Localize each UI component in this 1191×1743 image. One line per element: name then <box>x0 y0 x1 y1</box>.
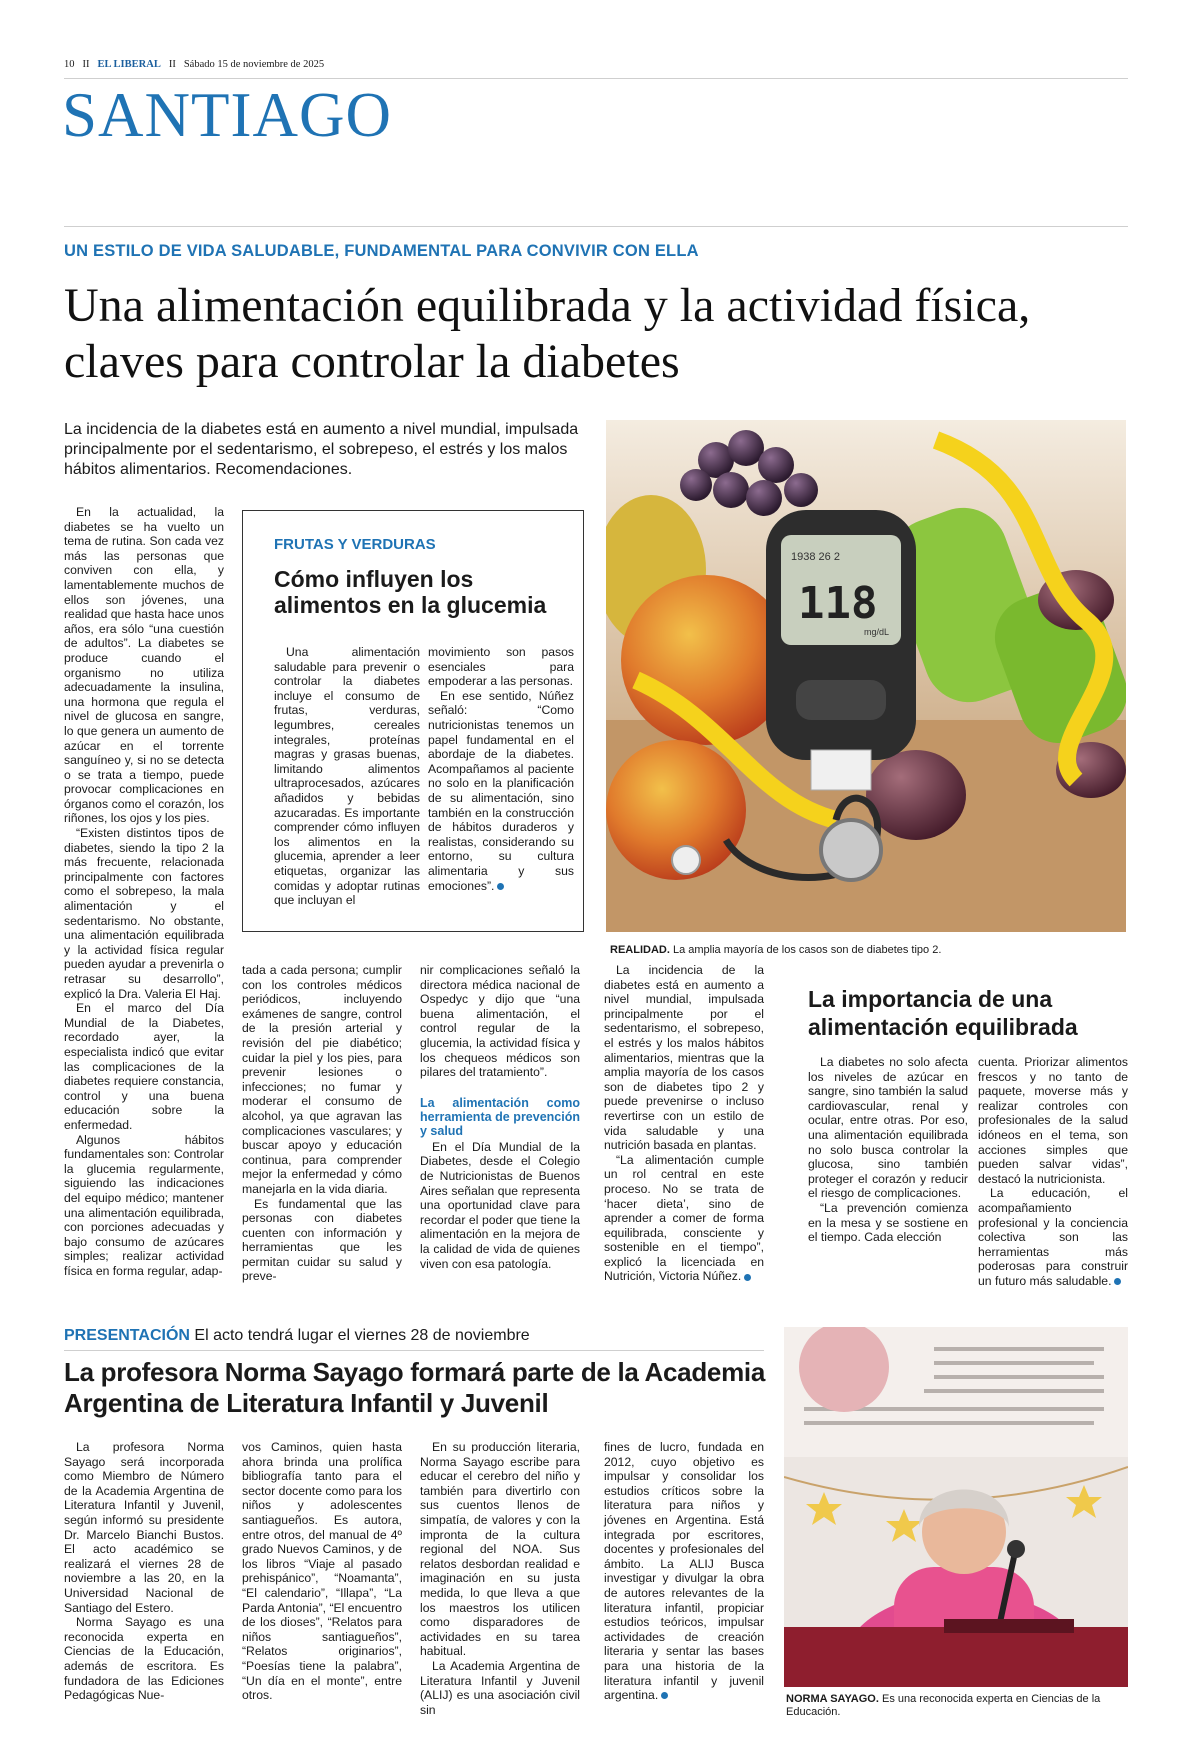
end-dot-icon <box>497 883 504 890</box>
end-dot-icon <box>1114 1278 1121 1285</box>
section-title: SANTIAGO <box>62 80 392 150</box>
diabetes-photo <box>606 420 1126 932</box>
article2-col1: La profesora Norma Sayago será incorporada como Miembro de Número de la Academia Argentina de Literatura Infantil y Juvenil, según informó su presidente Dr. Marcelo Bianchi Bustos. El acto académico se realizará el viernes 28 de noviembre a las 20, en la Universidad Nacional de Santiago del Estero. Norma Sayago es una reconocida experta en Ciencias de la Educación, además de escritora. Es fundadora de las Ediciones Pedagógicas Nue- <box>64 1440 224 1703</box>
section-rule <box>64 226 1128 227</box>
box-col-b: movimiento son pasos esenciales para empoderar a las personas. En ese sentido, Núñez señaló: “Como nutricionistas tenemos un papel fundamental en el abordaje de la diabetes. Acompañamos al paciente no solo en la planificación de su alimentación, sino también en la construcción de hábitos duraderos y realistas, considerando su entorno, su cultura alimentaria y sus emociones”. <box>428 645 574 893</box>
side-col2: cuenta. Priorizar alimentos frescos y no tanto de paquete, moverse más y realizar controles con profesionales de la salud idóneos en el tema, son acciones simples que pueden salvar vidas”, destacó la nutricionista. La educación, el acompañamiento profesional y la conciencia colectiva son las herramientas más poderosas para construir un futuro más saludable. <box>978 1055 1128 1288</box>
article1-col4: La incidencia de la diabetes está en aumento a nivel mundial, impulsada principalmente por el sedentarismo, el sobrepeso, el estrés y los malos hábitos alimentarios, mientras que la amplia mayoría de los casos son de diabetes tipo 2 y puede prevenirse o incluso revertirse con un estilo de vida saludable y una nutrición basada en plantas. “La alimentación cumple un rol central en este proceso. No se trata de ‘hacer dieta’, sino de aprender a comer de forma equilibrada, consciente y sostenible en el tiempo”, explicó la licenciada en Nutrición, Victoria Núñez. <box>604 963 764 1284</box>
article1-headline: Una alimentación equilibrada y la actividad física, claves para controlar la diabetes <box>64 279 1031 388</box>
side-col1: La diabetes no solo afecta los niveles de azúcar en sangre, sino también la salud cardiovascular, renal y ocular, entre otras. Por eso, una alimentación equilibrada no solo busca controlar la glucosa, sino también proteger el corazón y reducir el riesgo de complicaciones. “La prevención comienza en la mesa y se sostiene en el tiempo. Cada elección <box>808 1055 968 1245</box>
norma-sayago-photo <box>784 1327 1128 1687</box>
box-col-a: Una alimentación saludable para prevenir o controlar la diabetes incluye el consumo de frutas, verduras, legumbres, cereales integrales, proteínas magras y grasas buenas, limitando alimentos ultraprocesados, azúcares añadidos y bebidas azucaradas. Es importante comprender cómo influyen los alimentos en la glucemia, aprender a leer etiquetas, organizar las comidas y adoptar rutinas que incluyan el <box>274 645 420 908</box>
glucometer-icon <box>766 510 916 790</box>
article2-rule <box>64 1350 764 1351</box>
page-number: 10 <box>64 59 75 70</box>
end-dot-icon <box>661 1692 668 1699</box>
paper-name: EL LIBERAL <box>97 59 161 70</box>
side-article-title: La importancia de una alimentación equilibrada <box>808 986 1078 1040</box>
glucometer-reading: 118 <box>798 578 878 629</box>
box-title: Cómo influyen los alimentos en la glucemia <box>274 566 547 618</box>
article2-col4: fines de lucro, fundada en 2012, cuyo objetivo es impulsar y consolidar los estudios críticos sobre la literatura para niños y jóvenes en Argentina. Está integrada por escritores, docentes y profesionales del ámbito. La ALIJ Busca investigar y divulgar la obra de autores relevantes de la literatura infantil, propiciar estudios teóricos, impulsar actividades de creación literaria y sentar las bases para una historia de la literatura infantil y juvenil argentina. <box>604 1440 764 1703</box>
col3-subhead: La alimentación como herramienta de prevención y salud <box>420 1095 580 1138</box>
article2-headline: La profesora Norma Sayago formará parte de la Academia Argentina de Literatura Infantil y Juvenil <box>64 1357 765 1418</box>
top-rule <box>64 78 1128 79</box>
article1-col3: nir complicaciones señaló la directora médica nacional de Ospedyc y dijo que “una buena alimentación, el control regular de la glucemia, la actividad física y los chequeos médicos son pilares del tratamiento”. La alimentación como herramienta de prevención y salud En el Día Mundial de la Diabetes, desde el Colegio de Nutricionistas de Buenos Aires señalan que representa una oportunidad clave para recordar el poder que tiene la alimentación en la mejora de la calidad de vida de quienes viven con esa patología. <box>420 963 580 1271</box>
folio: 10 II EL LIBERAL II Sábado 15 de noviembre de 2025 <box>64 59 325 70</box>
end-dot-icon <box>744 1274 751 1281</box>
article1-col2: tada a cada persona; cumplir con los controles médicos periódicos, incluyendo exámenes de sangre, control de la presión arterial y revisión del pie diabético; cuidar la piel y los pies, para prevenir lesiones o infecciones; no fumar y moderar el consumo de alcohol, ya que agravan las complicaciones vasculares; y buscar apoyo y educación continua, para comprender mejor la enfermedad y cómo manejarla en la vida diaria. Es fundamental que las personas con diabetes cuenten con información y herramientas que les permitan cuidar su salud y preve- <box>242 963 402 1284</box>
box-kicker: FRUTAS Y VERDURAS <box>274 536 436 553</box>
article2-tagline: PRESENTACIÓN El acto tendrá lugar el viernes 28 de noviembre <box>64 1327 530 1344</box>
photo2-caption: NORMA SAYAGO. Es una reconocida experta en Ciencias de la Educación. <box>786 1693 1101 1718</box>
glucometer-time: 1938 26 2 <box>791 551 840 563</box>
article1-col1: En la actualidad, la diabetes se ha vuelto un tema de rutina. Son cada vez más las personas que conviven con ella, y lamentablemente muchos de ellos son jóvenes, una realidad que hasta hace unos años, era sólo “una cuestión de adultos”. La diabetes se produce cuando el organismo no utiliza adecuadamente la insulina, una hormona que regula el nivel de glucosa en sangre, lo que genera un aumento de azúcar en el torrente sanguíneo y, si no se detecta o se trata a tiempo, puede provocar complicaciones en órganos como el corazón, los riñones, los ojos y los pies. “Existen distintos tipos de diabetes, siendo la tipo 2 la más frecuente, relacionada principalmente con factores como el sobrepeso, la mala alimentación y el sedentarismo. No obstante, una alimentación equilibrada y la actividad física regular pueden ayudar a prevenirla o retrasar su desarrollo”, explicó la Dra. Valeria El Haj. En el marco del Día Mundial de la Diabetes, recordado ayer, la especialista indicó que evitar las complicaciones de la diabetes requiere constancia, control y una buena educación sobre la enfermedad. Algunos hábitos fundamentales son: Controlar la glucemia regularmente, siguiendo las indicaciones del equipo médico; mantener una alimentación equilibrada, con porciones adecuadas y bajo consumo de azúcares simples; realizar actividad física en forma regular, adap- <box>64 505 224 1278</box>
article1-lead: La incidencia de la diabetes está en aumento a nivel mundial, impulsada principalmente por el sedentarismo, el sobrepeso, el estrés y los malos hábitos alimentarios. Recomendaciones. <box>64 421 579 478</box>
issue-date: Sábado 15 de noviembre de 2025 <box>183 59 325 70</box>
article2-col3: En su producción literaria, Norma Sayago escribe para educar el cerebro del niño y también para divertirlo con sus cuentos llenos de simpatía, de valores y con la impronta de la cultura regional del NOA. Sus relatos desbordan realidad e imaginación en su justa medida, lo que lleva a que los maestros los utilicen como disparadores de actividades en su tarea habitual. La Academia Argentina de Literatura Infantil y Juvenil (ALIJ) es una asociación civil sin <box>420 1440 580 1717</box>
glucometer-unit: mg/dL <box>864 627 890 637</box>
article1-kicker: UN ESTILO DE VIDA SALUDABLE, FUNDAMENTAL PARA CONVIVIR CON ELLA <box>64 242 699 260</box>
photo1-caption: REALIDAD. La amplia mayoría de los casos son de diabetes tipo 2. <box>610 944 942 956</box>
article2-col2: vos Caminos, quien hasta ahora brinda una prolífica bibliografía tanto para el sector docente como para los niños y adolescentes santiagueños. Es autora, entre otros, del manual de 4º grado Nuevos Caminos, y de los libros “Viaje al pasado prehispánico”, “Noamanta”, “El calendario”, “Illapa”, “La Parda Antonia”, “El encuentro de los dioses”, “Relatos para niños santiagueños”, “Relatos originarios”, “Poesías tiene la palabra”, “Un día en el monte”, entre otros. <box>242 1440 402 1703</box>
